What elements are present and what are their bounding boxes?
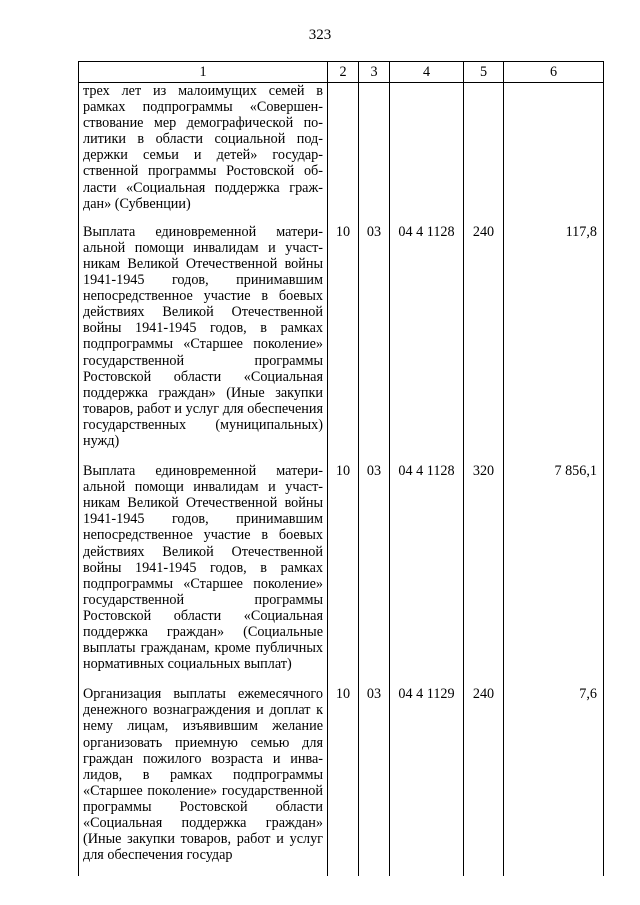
table-row (79, 83, 604, 223)
row-target-code (390, 83, 464, 223)
row-section (328, 83, 359, 223)
row-description: Выплата единовременной материальной помощи инвалидам и участникам Великой Отечественной войны 1941-1945 годов, принимавшим непосредственное участие в боевых действиях Великой Отечественной войны 1941-1945 годов, в рамках подпрограммы «Старшее поколение» государственной программы Ростовской области «Социальная поддержка граждан» (Социальные выплаты гражданам, кроме публичных нормативных социальных выплат) (79, 462, 328, 685)
row-description: трех лет из малоимущих семей в рамках подпрограммы «Совершенствование мер демографической политики в области социальной поддержки семьи и детей» государственной программы Ростовской области «Социальная поддержка граждан» (Субвенции) (79, 83, 328, 223)
row-description: Организация выплаты ежемесячного денежного вознаграждения и доплат к нему лицам, изъявившим желание организовать приемную семью для граждан пожилого возраста и инвалидов, в рамках подпрограммы «Старшее поколение» государственной программы Ростовской области «Социальная поддержка граждан» (Иные закупки товаров, работ и услуг для обеспечения государ (79, 685, 328, 876)
page-number: 323 (308, 27, 332, 43)
row-subsection: 03 (359, 462, 390, 685)
header-col-2: 2 (328, 62, 359, 83)
row-expense-type: 240 (464, 685, 504, 876)
row-amount: 117,8 (504, 223, 604, 462)
table-row (79, 223, 604, 462)
header-col-4: 4 (390, 62, 464, 83)
row-amount (504, 83, 604, 223)
table-body (79, 83, 604, 877)
row-amount: 7,6 (504, 685, 604, 876)
table-row (79, 685, 604, 876)
row-subsection: 03 (359, 685, 390, 876)
header-col-6: 6 (504, 62, 604, 83)
row-expense-type: 320 (464, 462, 504, 685)
row-section: 10 (328, 685, 359, 876)
row-subsection: 03 (359, 223, 390, 462)
row-description: Выплата единовременной материальной помощи инвалидам и участникам Великой Отечественной войны 1941-1945 годов, принимавшим непосредственное участие в боевых действиях Великой Отечественной войны 1941-1945 годов, в рамках подпрограммы «Старшее поколение» государственной программы Ростовской области «Социальная поддержка граждан» (Иные закупки товаров, работ и услуг для обеспечения государственных (муниципальных) нужд) (79, 223, 328, 462)
row-target-code: 04 4 1128 (390, 462, 464, 685)
header-row (79, 62, 604, 83)
row-target-code: 04 4 1128 (390, 223, 464, 462)
row-section: 10 (328, 223, 359, 462)
header-col-5: 5 (464, 62, 504, 83)
table-header (79, 62, 604, 83)
row-target-code: 04 4 1129 (390, 685, 464, 876)
row-section: 10 (328, 462, 359, 685)
header-col-1: 1 (79, 62, 328, 83)
budget-table (78, 61, 604, 876)
table-row (79, 462, 604, 685)
row-subsection (359, 83, 390, 223)
row-expense-type: 240 (464, 223, 504, 462)
row-expense-type (464, 83, 504, 223)
header-col-3: 3 (359, 62, 390, 83)
row-amount: 7 856,1 (504, 462, 604, 685)
